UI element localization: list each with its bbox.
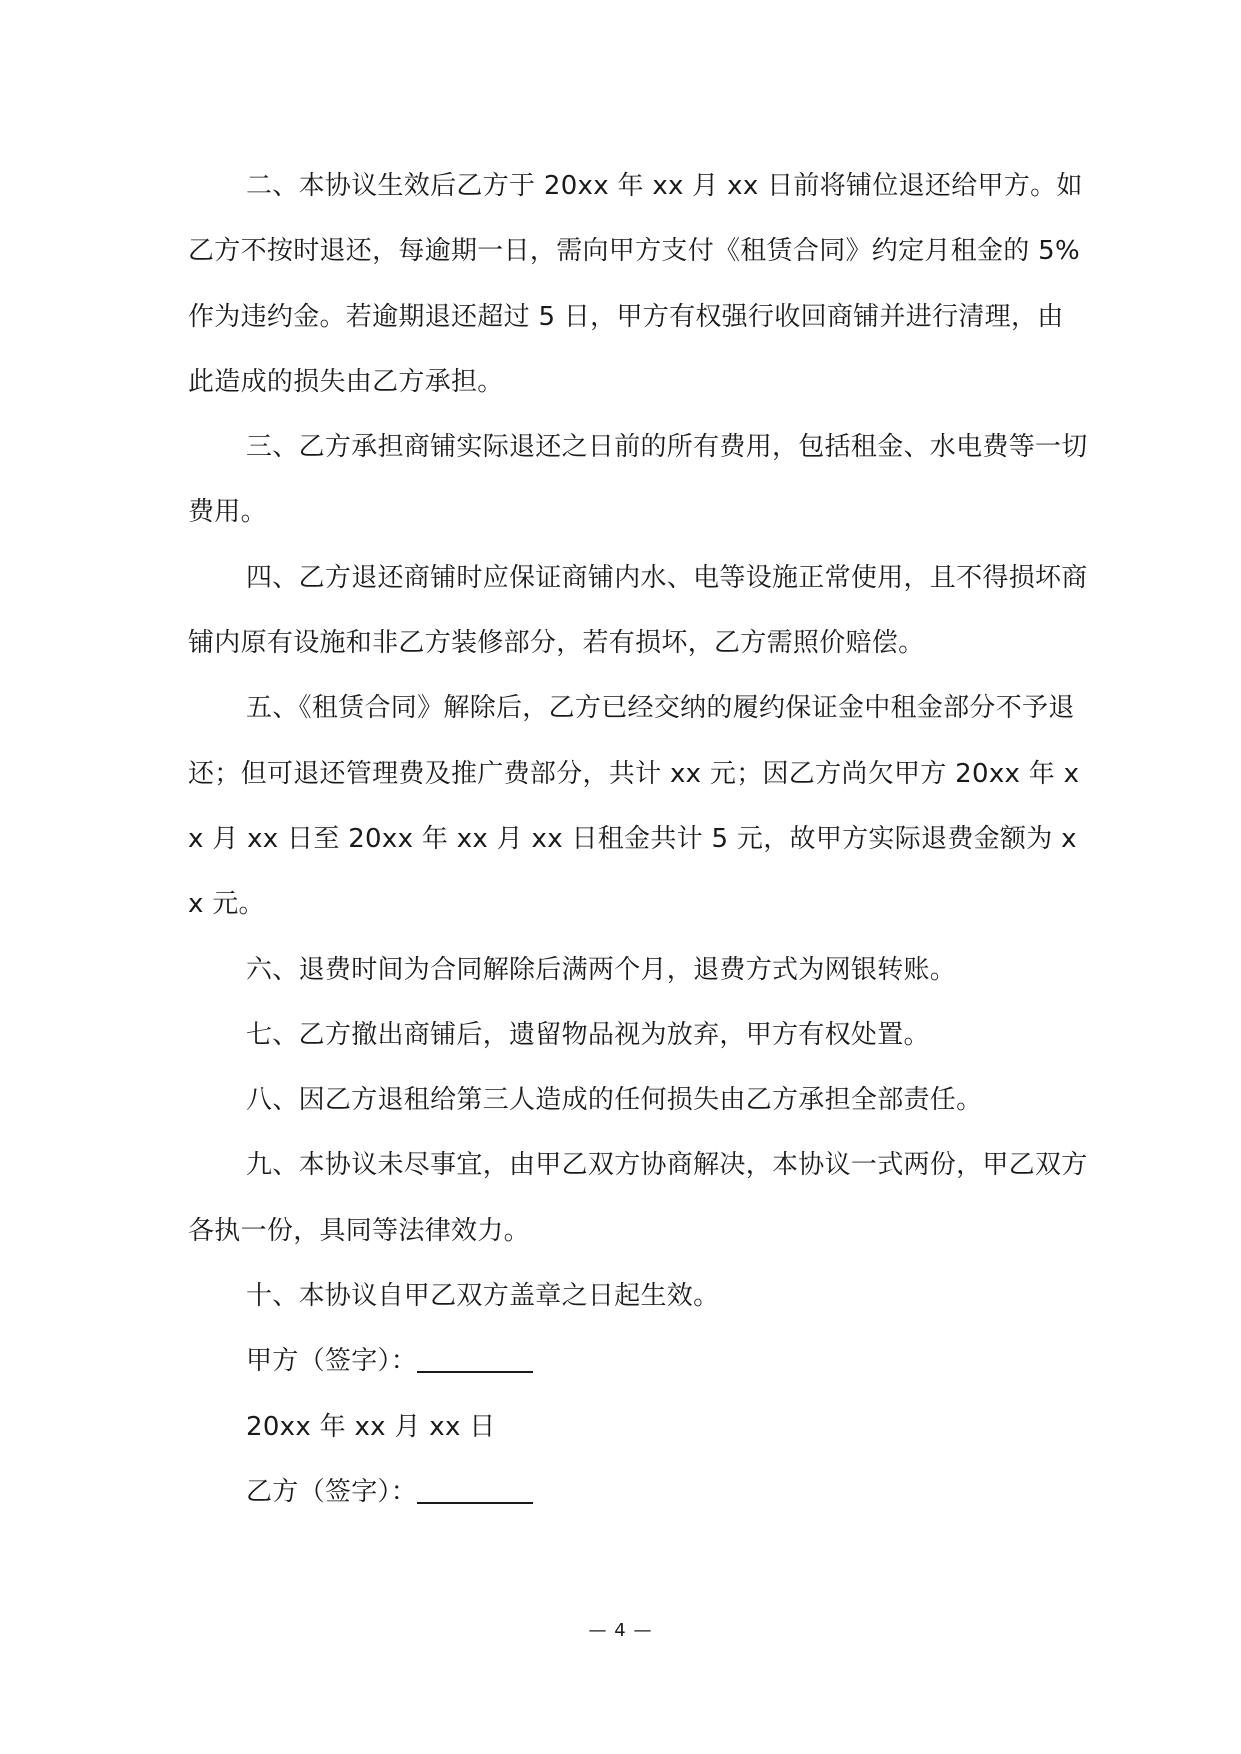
- party-b-label: 乙方（签字）：: [246, 1476, 418, 1507]
- clause-2: 二、本协议生效后乙方于 20xx 年 xx 月 xx 日前将铺位退还给甲方。如乙方不按时退还，每逾期一日，需向甲方支付《租赁合同》约定月租金的 5%作为违约金。若逾期退还超过 5 日，甲方有权强行收回商铺并进行清理，由此造成的损失由乙方承担。: [188, 171, 1083, 397]
- clause-3: 三、乙方承担商铺实际退还之日前的所有费用，包括租金、水电费等一切费用。: [188, 432, 1088, 528]
- page-number: — 4 —: [588, 1620, 653, 1641]
- clause-5: 五、《租赁合同》解除后，乙方已经交纳的履约保证金中租金部分不予退还；但可退还管理费及推广费部分，共计 xx 元；因乙方尚欠甲方 20xx 年 xx 月 xx 日至 20xx 年 xx 月 xx 日租金共计 5 元，故甲方实际退费金额为 xx 元。: [188, 693, 1080, 920]
- party-b-signature-blank: [417, 1476, 533, 1504]
- clause-8: 八、因乙方退租给第三人造成的任何损失由乙方承担全部责任。: [246, 1085, 983, 1116]
- party-b-signature-line: [188, 1460, 1088, 1525]
- document-body: [188, 154, 1088, 1525]
- party-a-signature-line: [188, 1329, 1088, 1394]
- clause-9: 九、本协议未尽事宜，由甲乙双方协商解决，本协议一式两份，甲乙双方各执一份，具同等法律效力。: [188, 1150, 1088, 1246]
- clause-10: 十、本协议自甲乙双方盖章之日起生效。: [246, 1281, 720, 1312]
- clause-4: 四、乙方退还商铺时应保证商铺内水、电等设施正常使用，且不得损坏商铺内原有设施和非乙方装修部分，若有损坏，乙方需照价赔偿。: [188, 562, 1088, 659]
- signature-date: 20xx 年 xx 月 xx 日: [246, 1411, 496, 1442]
- clause-7: 七、乙方撤出商铺后，遗留物品视为放弃，甲方有权处置。: [246, 1019, 930, 1050]
- party-a-label: 甲方（签字）：: [246, 1346, 418, 1377]
- party-a-signature-blank: [417, 1345, 533, 1373]
- clause-6: 六、退费时间为合同解除后满两个月，退费方式为网银转账。: [246, 954, 957, 985]
